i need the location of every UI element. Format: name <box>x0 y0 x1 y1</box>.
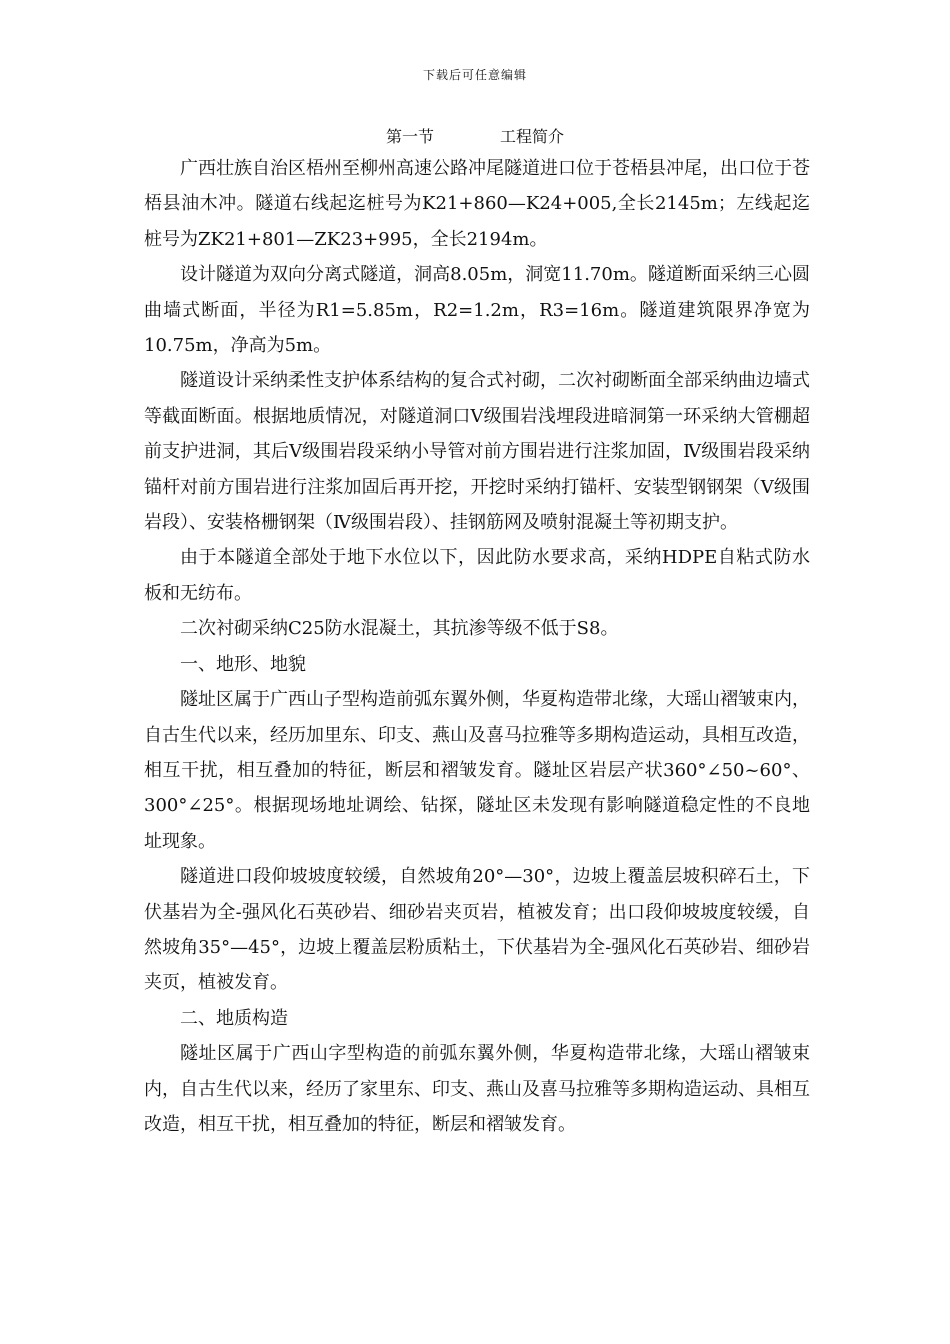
paragraph-terrain: 隧址区属于广西山子型构造前弧东翼外侧，华夏构造带北缘，大瑶山褶皱束内，自古生代以来，经历加里东、印支、燕山及喜马拉雅等多期构造运动，具相互改造，相互干扰，相互叠加的特征，断层和褶皱发育。隧址区岩层产状360°∠50~60°、300°∠25°。根据现场地址调绘、钻探，隧址区未发现有影响隧道稳定性的不良地址现象。 <box>144 689 810 852</box>
paragraph-overview: 广西壮族自治区梧州至柳州高速公路冲尾隧道进口位于苍梧县冲尾，出口位于苍梧县油木冲。隧道右线起迄桩号为K21+860—K24+005,全长2145m；左线起迄桩号为ZK21+801—ZK23+995，全长2194m。 <box>144 158 810 250</box>
section-number: 第一节 <box>385 127 434 146</box>
section-title <box>0 124 950 147</box>
subheading-geology: 二、地质构造 <box>180 1007 288 1029</box>
section-title-text: 工程简介 <box>500 127 565 146</box>
header-note: 下载后可任意编辑 <box>422 68 527 82</box>
paragraph-waterproofing: 由于本隧道全部处于地下水位以下，因此防水要求高，采纳HDPE自粘式防水板和无纺布。 <box>144 547 810 604</box>
subheading-terrain: 一、地形、地貌 <box>180 653 306 675</box>
paragraph-geology: 隧址区属于广西山字型构造的前弧东翼外侧，华夏构造带北缘，大瑶山褶皱束内，自古生代以来，经历了家里东、印支、燕山及喜马拉雅等多期构造运动、具相互改造，相互干扰，相互叠加的特征，断层和褶皱发育。 <box>144 1043 810 1135</box>
paragraph-tunnel-design: 设计隧道为双向分离式隧道，洞高8.05m，洞宽11.70m。隧道断面采纳三心圆曲墙式断面，半径为R1=5.85m，R2=1.2m，R3=16m。隧道建筑限界净宽为10.75m，净高为5m。 <box>144 264 810 357</box>
paragraph-lining-support: 隧道设计采纳柔性支护体系结构的复合式衬砌，二次衬砌断面全部采纳曲边墙式等截面断面。根据地质情况，对隧道洞口Ⅴ级围岩浅埋段进暗洞第一环采纳大管棚超前支护进洞，其后Ⅴ级围岩段采纳小导管对前方围岩进行注浆加固，Ⅳ级围岩段采纳锚杆对前方围岩进行注浆加固后再开挖，开挖时采纳打锚杆、安装型钢钢架（Ⅴ级围岩段）、安装格栅钢架（Ⅳ级围岩段）、挂钢筋网及喷射混凝土等初期支护。 <box>144 370 810 534</box>
paragraph-concrete: 二次衬砌采纳C25防水混凝土，其抗渗等级不低于S8。 <box>180 618 619 640</box>
body-text <box>144 151 810 1142</box>
paragraph-slopes: 隧道进口段仰坡坡度较缓，自然坡角20°—30°，边坡上覆盖层坡积碎石土，下伏基岩为全-强风化石英砂岩、细砂岩夹页岩，植被发育；出口段仰坡坡度较缓，自然坡角35°—45°，边坡上覆盖层粉质粘土，下伏基岩为全-强风化石英砂岩、细砂岩夹页，植被发育。 <box>144 866 810 994</box>
